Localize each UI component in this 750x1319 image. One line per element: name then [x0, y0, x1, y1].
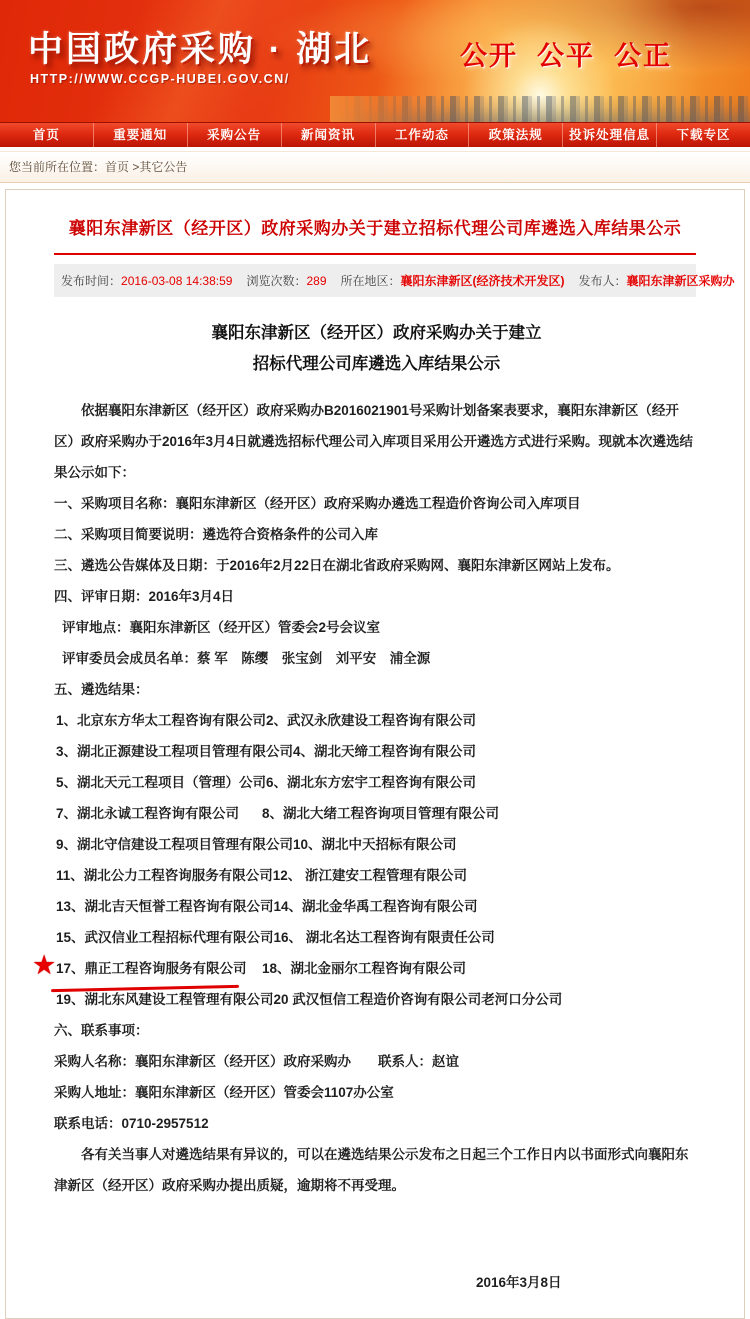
- meta-bar: [54, 264, 735, 297]
- nav-item-4[interactable]: 工作动态: [375, 123, 469, 147]
- company-cell-right: 14、湖北金华禹工程咨询有限公司: [273, 899, 478, 914]
- company-cell-right: 8、湖北大绪工程咨询项目管理有限公司: [262, 806, 500, 821]
- table-row: [56, 705, 699, 736]
- views-value: 289: [306, 274, 327, 288]
- article-line: 二、采购项目简要说明：遴选符合资格条件的公司入库: [54, 527, 378, 542]
- breadcrumb-current-link[interactable]: 其它公告: [139, 160, 188, 174]
- company-cell-left: 19、湖北东风建设工程管理有限公司: [56, 992, 274, 1007]
- table-row: [56, 798, 699, 829]
- article-line: 采购人地址：襄阳东津新区（经开区）管委会1107办公室: [54, 1085, 394, 1100]
- table-row: [56, 736, 699, 767]
- lines-after: [54, 1015, 699, 1139]
- company-cell-right: 10、湖北中天招标有限公司: [293, 837, 457, 852]
- company-cell-right: 4、湖北天缔工程咨询有限公司: [293, 744, 477, 759]
- article-line: 采购人名称：襄阳东津新区（经开区）政府采购办 联系人：赵谊: [54, 1054, 459, 1069]
- site-slogan: 公开 公平 公正: [460, 41, 673, 71]
- publish-time-value: 2016-03-08 14:38:59: [121, 274, 233, 288]
- nav-item-6[interactable]: 投诉处理信息: [562, 123, 656, 147]
- company-cell-right: 16、 湖北名达工程咨询有限责任公司: [273, 930, 495, 945]
- publish-time-label: 发布时间：: [61, 274, 122, 288]
- content-panel: [5, 189, 745, 1319]
- site-logo[interactable]: 中国政府采购 · 湖北: [28, 30, 373, 69]
- company-cell-right: 18、湖北金丽尔工程咨询有限公司: [262, 961, 467, 976]
- lines-before: [54, 488, 699, 705]
- company-cell-left: 7、湖北永诚工程咨询有限公司: [56, 806, 240, 821]
- nav-item-0[interactable]: 首页: [32, 128, 60, 142]
- breadcrumb-home-link[interactable]: 首页: [105, 160, 130, 174]
- company-list: [32, 705, 699, 1015]
- nav-item-2[interactable]: 采购公告: [187, 123, 281, 147]
- article-body: [6, 318, 744, 1298]
- company-cell-left: 13、湖北吉天恒誉工程咨询有限公司: [56, 899, 274, 914]
- nav-item-5[interactable]: 政策法规: [468, 123, 562, 147]
- city-skyline-image: [330, 96, 750, 122]
- nav-item-1[interactable]: 重要通知: [93, 123, 187, 147]
- nav-item-7[interactable]: 下载专区: [656, 123, 750, 147]
- article-line: 三、遴选公告媒体及日期：于2016年2月22日在湖北省政府采购网、襄阳东津新区网站上发布。: [54, 558, 620, 573]
- company-cell-left: 17、鼎正工程咨询服务有限公司: [56, 953, 262, 984]
- company-cell-right: 6、湖北东方宏宇工程咨询有限公司: [266, 775, 477, 790]
- table-row: [32, 950, 699, 984]
- table-row: [56, 984, 699, 1015]
- main-nav: [0, 122, 750, 147]
- region-label: 所在地区：: [340, 274, 401, 288]
- table-row: [56, 829, 699, 860]
- company-cell-left: 9、湖北守信建设工程项目管理有限公司: [56, 837, 294, 852]
- site-banner: [0, 0, 750, 122]
- closing-paragraph: 各有关当事人对遴选结果有异议的，可以在遴选结果公示发布之日起三个工作日内以书面形式向襄阳东津新区（经开区）政府采购办提出质疑，逾期将不再受理。: [54, 1147, 689, 1193]
- company-cell-right: 20 武汉恒信工程造价咨询有限公司老河口分公司: [273, 992, 563, 1007]
- company-cell-left: 5、湖北天元工程项目（管理）公司: [56, 775, 267, 790]
- article-line: 联系电话：0710-2957512: [54, 1116, 209, 1131]
- article-line: 评审委员会成员名单：蔡 军 陈缨 张宝剑 刘平安 浦全源: [62, 651, 431, 666]
- views-label: 浏览次数：: [246, 274, 307, 288]
- article-line: 四、评审日期：2016年3月4日: [54, 589, 235, 604]
- breadcrumb-separator: >: [129, 160, 140, 174]
- site-url: HTTP://WWW.CCGP-HUBEI.GOV.CN/: [30, 72, 290, 86]
- publisher-value: 襄阳东津新区采购办: [626, 274, 735, 288]
- company-cell-right: 2、武汉永欣建设工程咨询有限公司: [266, 713, 477, 728]
- company-cell-left: 11、湖北公力工程咨询服务有限公司: [56, 868, 273, 883]
- document-date: 2016年3月8日: [476, 1275, 562, 1290]
- company-cell-left: 1、北京东方华太工程咨询有限公司: [56, 713, 267, 728]
- intro-paragraph: 依据襄阳东津新区（经开区）政府采购办B2016021901号采购计划备案表要求，襄阳东津新区（经开区）政府采购办于2016年3月4日就遴选招标代理公司入库项目采用公开遴选方式进行采购。现就本次遴选结果公示如下：: [54, 403, 694, 480]
- nav-item-3[interactable]: 新闻资讯: [281, 123, 375, 147]
- table-row: [56, 860, 699, 891]
- breadcrumb: [0, 151, 750, 183]
- article-line: 六、联系事项：: [54, 1023, 149, 1038]
- publisher-label: 发布人：: [578, 274, 627, 288]
- table-row: [56, 922, 699, 953]
- company-cell-left: 3、湖北正源建设工程项目管理有限公司: [56, 744, 294, 759]
- region-value: 襄阳东津新区(经济技术开发区): [400, 274, 565, 288]
- company-cell-left: 15、武汉信业工程招标代理有限公司: [56, 930, 274, 945]
- star-icon: ★: [32, 950, 57, 980]
- article-line: 评审地点：襄阳东津新区（经开区）管委会2号会议室: [62, 620, 381, 635]
- company-cell-right: 12、 浙江建安工程管理有限公司: [272, 868, 468, 883]
- table-row: [56, 891, 699, 922]
- title-divider: [54, 253, 696, 255]
- article-title-line1: 襄阳东津新区（经开区）政府采购办关于建立: [211, 324, 542, 342]
- breadcrumb-label: 您当前所在位置：: [9, 160, 106, 174]
- article-title-line2: 招标代理公司库遴选入库结果公示: [252, 355, 501, 373]
- page-title: 襄阳东津新区（经开区）政府采购办关于建立招标代理公司库遴选入库结果公示: [68, 219, 682, 238]
- table-row: [56, 767, 699, 798]
- article-line: 一、采购项目名称：襄阳东津新区（经开区）政府采购办遴选工程造价咨询公司入库项目: [54, 496, 581, 511]
- article-line: 五、遴选结果：: [54, 682, 149, 697]
